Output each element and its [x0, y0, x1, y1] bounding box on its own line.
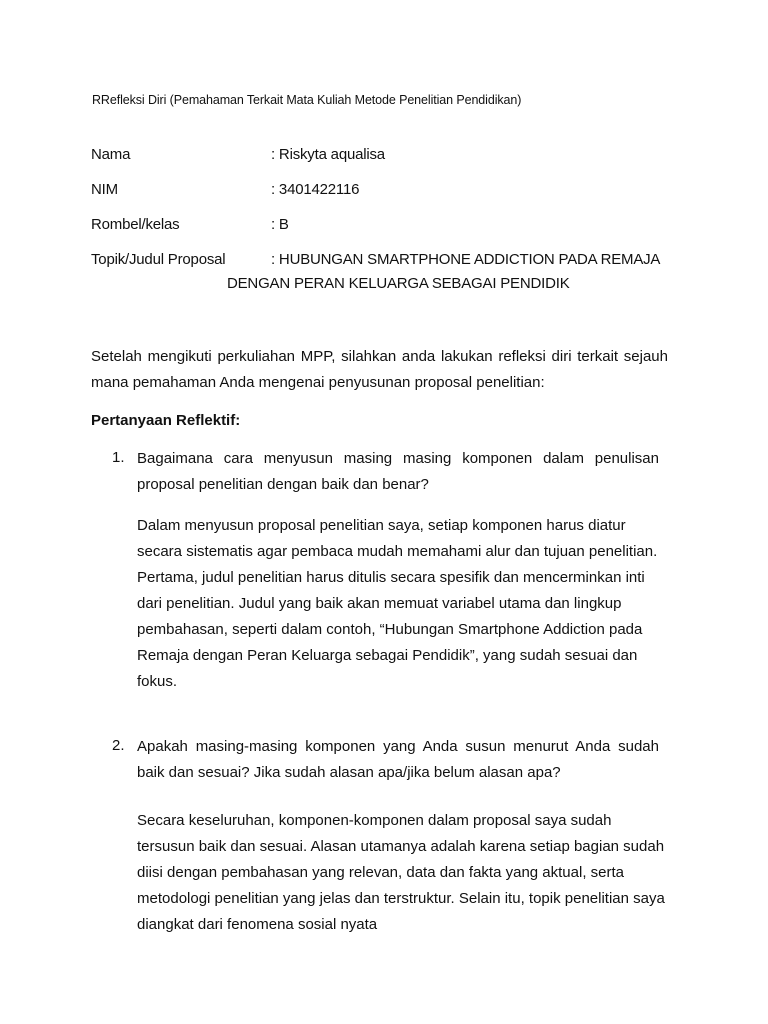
topik-value-line2: DENGAN PERAN KELUARGA SEBAGAI PENDIDIK — [227, 275, 570, 292]
rombel-value: : B — [271, 216, 289, 233]
answer-2-text: Secara keseluruhan, komponen-komponen dalam proposal saya sudah tersusun baik dan sesuai. Alasan utamanya adalah karena setiap bagian sudah diisi dengan pembahasan yang relevan, data dan fakta yang aktual, serta metodologi penelitian yang jelas dan terstruktur. Selain itu, topik penelitian saya diangkat dari fenomena sosial nyata — [137, 812, 665, 933]
intro-paragraph: Setelah mengikuti perkuliahan MPP, silahkan anda lakukan refleksi diri terkait sejauh mana pemahaman Anda mengenai penyusunan proposal penelitian: — [91, 348, 668, 391]
document-title: RRefleksi Diri (Pemahaman Terkait Mata Kuliah Metode Penelitian Pendidikan) — [92, 93, 522, 107]
question-1-number: 1. — [112, 449, 125, 466]
nim-value: : 3401422116 — [271, 181, 360, 198]
section-heading: Pertanyaan Reflektif: — [91, 412, 241, 429]
question-2-text: Apakah masing-masing komponen yang Anda susun menurut Anda sudah baik dan sesuai? Jika sudah alasan apa/jika belum alasan apa? — [137, 738, 659, 781]
answer-1-text: Dalam menyusun proposal penelitian saya, setiap komponen harus diatur secara sistematis agar pembaca mudah memahami alur dan tujuan penelitian. Pertama, judul penelitian harus ditulis secara spesifik dan mencerminkan inti dari penelitian. Judul yang baik akan memuat variabel utama dan lingkup pembahasan, seperti dalam contoh, “Hubungan Smartphone Addiction pada Remaja dengan Peran Keluarga sebagai Pendidik”, yang sudah sesuai dan fokus. — [137, 517, 658, 690]
nama-label: Nama — [91, 146, 131, 163]
rombel-label: Rombel/kelas — [91, 216, 180, 233]
nim-label: NIM — [91, 181, 118, 198]
question-1-text: Bagaimana cara menyusun masing masing komponen dalam penulisan proposal penelitian dengan baik dan benar? — [137, 450, 659, 493]
question-2-number: 2. — [112, 737, 125, 754]
topik-value-line1: : HUBUNGAN SMARTPHONE ADDICTION PADA REMAJA — [271, 251, 661, 268]
topik-label: Topik/Judul Proposal — [91, 251, 226, 268]
nama-value: : Riskyta aqualisa — [271, 146, 385, 163]
